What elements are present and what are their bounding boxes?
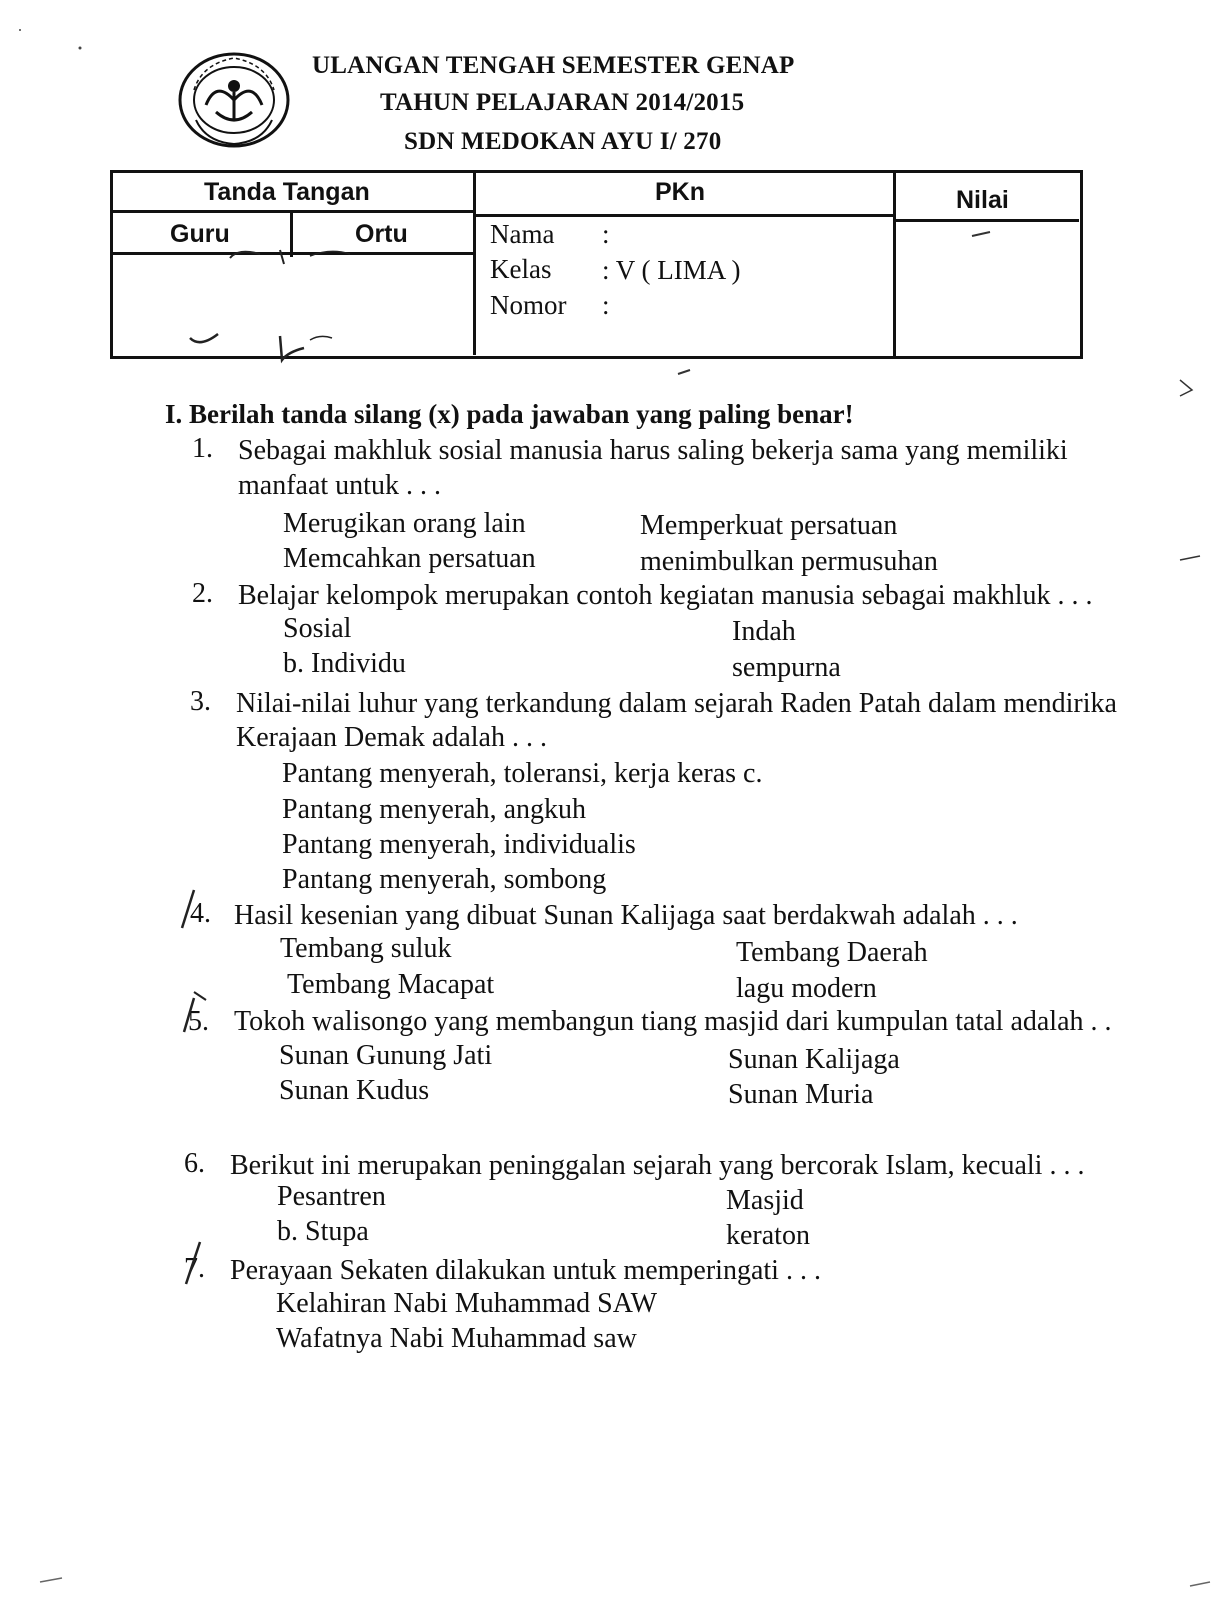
name-value: : [602,219,610,249]
option-a[interactable]: Sunan Gunung Jati [279,1040,493,1071]
option-b[interactable]: b. Individu [283,648,406,679]
class-value: : V ( LIMA ) [602,255,741,285]
option-d[interactable]: sempurna [732,652,841,683]
option-c[interactable]: Masjid [726,1185,804,1216]
question-text: Hasil kesenian yang dibuat Sunan Kalijaga saat berdakwah adalah . . . [234,900,1018,931]
number-value: : [602,290,610,320]
question-number: 2. [192,578,213,609]
option-d[interactable]: Pantang menyerah, sombong [282,864,607,895]
option-c[interactable]: Tembang Daerah [736,937,928,968]
option-b[interactable]: Tembang Macapat [287,969,495,1000]
option-c[interactable]: Indah [732,616,796,647]
question-text: Sebagai makhluk sosial manusia harus saling bekerja sama yang memiliki [238,435,1068,466]
question-text: Nilai-nilai luhur yang terkandung dalam sejarah Raden Patah dalam mendirika [236,688,1117,719]
option-a[interactable]: Pantang menyerah, toleransi, kerja keras c. [282,758,763,789]
option-d[interactable]: keraton [726,1220,810,1251]
option-c[interactable]: Sunan Kalijaga [728,1044,900,1075]
option-a[interactable]: Merugikan orang lain [283,508,526,539]
guru-label: Guru [170,220,230,248]
option-a[interactable]: Sosial [283,613,352,644]
option-b[interactable]: Sunan Kudus [279,1075,430,1106]
question-text-cont: Kerajaan Demak adalah . . . [236,722,547,753]
option-a[interactable]: Pesantren [277,1181,386,1212]
option-b[interactable]: Memcahkan persatuan [283,543,536,574]
question-number: 4. [190,898,211,929]
question-text: Berikut ini merupakan peninggalan sejarah yang bercorak Islam, kecuali . . . [230,1150,1085,1181]
subject-label: PKn [655,178,705,206]
question-text-cont: manfaat untuk . . . [238,470,441,501]
score-header: Nilai [956,186,1009,214]
question-text: Tokoh walisongo yang membangun tiang masjid dari kumpulan tatal adalah . . [234,1006,1112,1037]
question-number: 1. [192,433,213,464]
school-year: TAHUN PELAJARAN 2014/2015 [380,89,745,116]
option-d[interactable]: Sunan Muria [728,1079,874,1110]
option-b[interactable]: b. Stupa [277,1216,369,1247]
signature-header: Tanda Tangan [204,178,370,206]
option-c[interactable]: Pantang menyerah, individualis [282,829,636,860]
question-number: 5. [188,1006,209,1037]
option-b[interactable]: Wafatnya Nabi Muhammad saw [276,1323,637,1354]
question-number: 6. [184,1148,205,1179]
number-label: Nomor [490,290,567,320]
option-d[interactable]: menimbulkan permusuhan [640,546,938,577]
ortu-label: Ortu [355,220,408,248]
option-a[interactable]: Kelahiran Nabi Muhammad SAW [276,1288,658,1319]
option-c[interactable]: Memperkuat persatuan [640,510,898,541]
question-text: Perayaan Sekaten dilakukan untuk memperingati . . . [230,1255,821,1286]
name-label: Nama [490,219,555,249]
option-b[interactable]: Pantang menyerah, angkuh [282,794,587,825]
class-label: Kelas [490,254,552,284]
question-number: 3. [190,686,211,717]
question-number: 7. [184,1253,205,1284]
option-d[interactable]: lagu modern [736,973,877,1004]
question-text: Belajar kelompok merupakan contoh kegiatan manusia sebagai makhluk . . . [238,580,1093,611]
option-a[interactable]: Tembang suluk [280,933,452,964]
exam-title: ULANGAN TENGAH SEMESTER GENAP [312,52,795,79]
section-title: I. Berilah tanda silang (x) pada jawaban yang paling benar! [165,399,854,429]
school-name: SDN MEDOKAN AYU I/ 270 [404,128,722,155]
